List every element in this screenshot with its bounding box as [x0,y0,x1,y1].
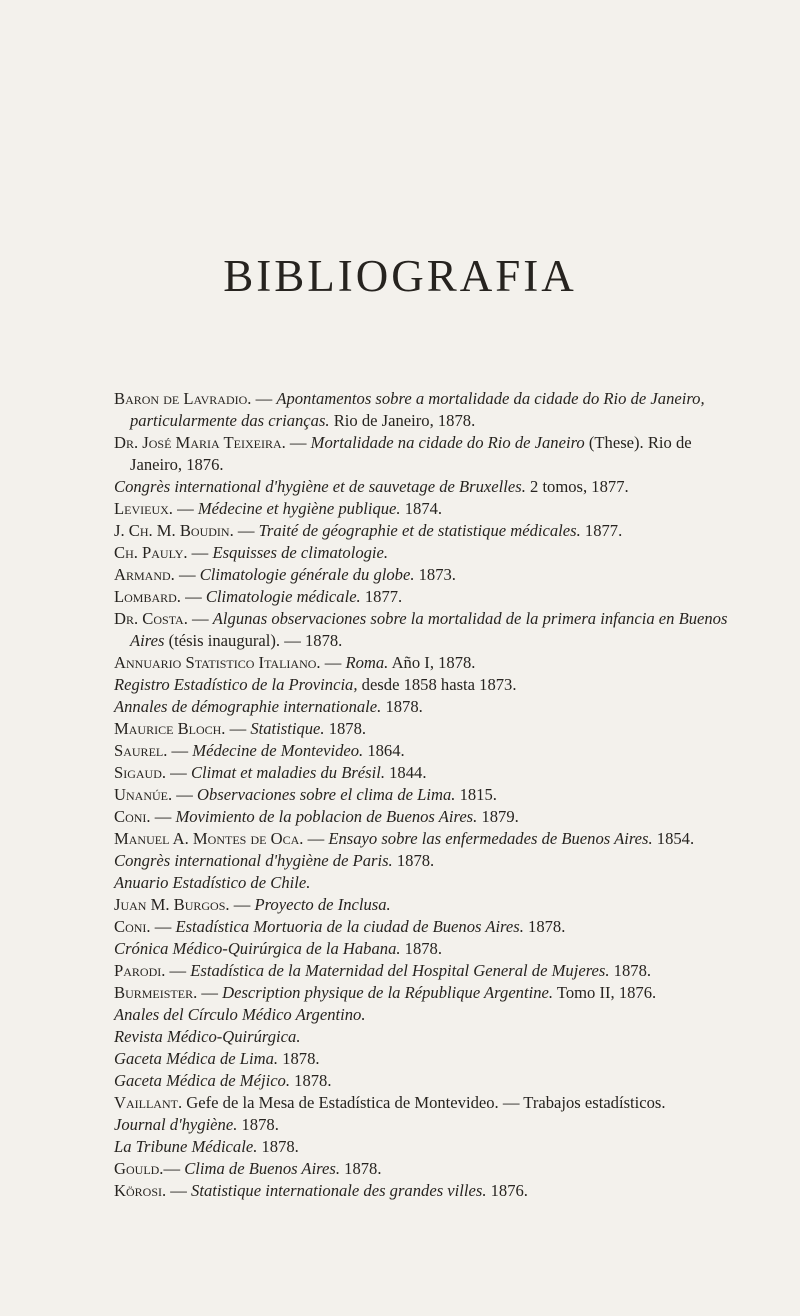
bibliography-entry [114,828,744,850]
entry-work-title: Médecine et hygiène publique. [197,499,401,518]
bibliography-entry [114,872,744,894]
entry-details: 1878. [278,1049,320,1068]
entry-details: 1878. [609,961,652,980]
entry-details: 1878. [523,917,566,936]
entry-work-title: Registro Estadístico de la Provincia, [114,675,358,694]
bibliography-entry [114,542,744,564]
entry-work-title: Gaceta Médica de Méjico. [114,1071,291,1090]
entry-work-title: Apontamentos sobre a mortalidade da cidade do Rio de Janeiro, particularmente das crianças. [130,389,705,430]
entry-work-title: Ensayo sobre las enfermedades de Buenos Aires. [328,829,653,848]
entry-work-title: Proyecto de Inclusa. [254,895,391,914]
entry-author: Levieux. — [114,499,198,518]
entry-details: 1844. [384,763,427,782]
entry-work-title: Journal d'hygiène. [114,1115,238,1134]
entry-details: Gefe de la Mesa de Estadística de Montevideo. — Trabajos estadísticos. [186,1093,666,1112]
bibliography-entry [114,476,744,498]
entry-work-title: Esquisses de climatologie. [212,543,389,562]
bibliography-entry [114,894,744,916]
entry-work-title: Anales del Círculo Médico Argentino. [114,1005,366,1024]
entry-author: Gould.— [114,1159,185,1178]
bibliography-entry [114,1048,744,1070]
entry-author: Burmeister. — [114,983,223,1002]
bibliography-entry [114,1026,744,1048]
entry-work-title: Estadística Mortuoria de la ciudad de Buenos Aires. [175,917,524,936]
bibliography-entry [114,608,744,652]
entry-details: (tésis inaugural). — 1878. [164,631,343,650]
bibliography-entry [114,498,744,520]
entry-author: Lombard. — [114,587,206,606]
bibliography-entry [114,1092,744,1114]
entry-author: Annuario Statistico Italiano. — [114,653,346,672]
entry-author: Coni. — [114,917,176,936]
bibliography-entry [114,982,744,1004]
bibliography-entry [114,564,744,586]
bibliography-entry [114,520,744,542]
entry-work-title: Médecine de Montevideo. [192,741,364,760]
entry-details: 1878. [237,1115,279,1134]
entry-details: 1878. [392,851,435,870]
bibliography-entry [114,938,744,960]
entry-work-title: Annales de démographie internationale. [114,697,382,716]
entry-author: Coni. — [114,807,176,826]
entry-author: Sigaud. — [114,763,191,782]
entry-author: Parodi. — [114,961,191,980]
entry-work-title: Congrès international d'hygiène de Paris. [114,851,393,870]
bibliography-entry [114,1180,744,1202]
entry-author: J. Ch. M. Boudin. — [114,521,259,540]
entry-work-title: Crónica Médico-Quirúrgica de la Habana. [114,939,401,958]
entry-author: Vaillant. [114,1093,187,1112]
bibliography-entry [114,696,744,718]
bibliography-entry [114,388,744,432]
entry-details: 1878. [381,697,423,716]
entry-details: 1878. [340,1159,382,1178]
bibliography-entry [114,1114,744,1136]
bibliography-entry [114,850,744,872]
entry-details: 1854. [652,829,695,848]
entry-details: Año I, 1878. [388,653,476,672]
entry-work-title: Observaciones sobre el clima de Lima. [197,785,456,804]
entry-work-title: Climatologie médicale. [205,587,361,606]
page-title: BIBLIOGRAFIA [223,251,577,301]
entry-author: Dr. José Maria Teixeira. — [114,433,311,452]
entry-details: 1815. [455,785,497,804]
entry-work-title: La Tribune Médicale. [114,1137,258,1156]
bibliography-entry [114,1136,744,1158]
entry-work-title: Statistique internationale des grandes villes. [191,1181,487,1200]
bibliography-entry [114,718,744,740]
bibliography-entry [114,652,744,674]
entry-work-title: Clima de Buenos Aires. [184,1159,340,1178]
entry-author: Saurel. — [114,741,193,760]
entry-details: desde 1858 hasta 1873. [357,675,517,694]
entry-details: Tomo II, 1876. [553,983,657,1002]
entry-work-title: Mortalidade na cidade do Rio de Janeiro [310,433,585,452]
entry-author: Maurice Bloch. — [114,719,251,738]
entry-work-title: Gaceta Médica de Lima. [114,1049,279,1068]
bibliography-entry [114,1158,744,1180]
bibliography-entry [114,740,744,762]
entry-details: 1876. [486,1181,528,1200]
entry-details: 1877. [580,521,623,540]
entry-work-title: Congrès international d'hygiène et de sauvetage de Bruxelles. [114,477,526,496]
entry-work-title: Statistique. [250,719,325,738]
entry-author: Juan M. Burgos. — [114,895,255,914]
entry-work-title: Traité de géographie et de statistique médicales. [258,521,581,540]
entry-details: 1877. [360,587,403,606]
entry-author: Unanúe. — [114,785,198,804]
entry-author: Körosi. — [114,1181,192,1200]
entry-work-title: Anuario Estadístico de Chile. [114,873,311,892]
entry-author: Baron de Lavradio. — [114,389,277,408]
entry-details: 1874. [400,499,443,518]
entry-details: (These). Rio de Janeiro, 1876. [130,433,692,474]
entry-details: 1878. [290,1071,332,1090]
bibliography-entry [114,806,744,828]
entry-details: 1878. [257,1137,299,1156]
bibliography-list [114,388,744,1202]
entry-details: Rio de Janeiro, 1878. [329,411,476,430]
entry-author: Manuel A. Montes de Oca. — [114,829,329,848]
bibliography-entry [114,432,744,476]
entry-details: 1878. [400,939,442,958]
entry-work-title: Movimiento de la poblacion de Buenos Aires. [175,807,478,826]
entry-work-title: Algunas observaciones sobre la mortalidad de la primera infancia en Buenos Aires [130,609,728,650]
bibliography-entry [114,762,744,784]
entry-details: 2 tomos, 1877. [525,477,629,496]
bibliography-entry [114,784,744,806]
entry-work-title: Estadística de la Maternidad del Hospital General de Mujeres. [190,961,610,980]
entry-work-title: Climatologie générale du globe. [199,565,415,584]
entry-work-title: Revista Médico-Quirúrgica. [114,1027,301,1046]
entry-details: 1873. [414,565,456,584]
bibliography-entry [114,674,744,696]
entry-author: Dr. Costa. — [114,609,213,628]
entry-details: 1878. [324,719,367,738]
entry-details: 1864. [363,741,405,760]
bibliography-entry [114,1070,744,1092]
entry-author: Ch. Pauly. — [114,543,213,562]
bibliography-entry [114,960,744,982]
entry-work-title: Climat et maladies du Brésil. [190,763,385,782]
entry-work-title: Roma. [345,653,389,672]
bibliography-entry [114,1004,744,1026]
entry-details: 1879. [477,807,519,826]
bibliography-entry [114,586,744,608]
entry-author: Armand. — [114,565,200,584]
entry-work-title: Description physique de la République Argentine. [222,983,554,1002]
bibliography-entry [114,916,744,938]
